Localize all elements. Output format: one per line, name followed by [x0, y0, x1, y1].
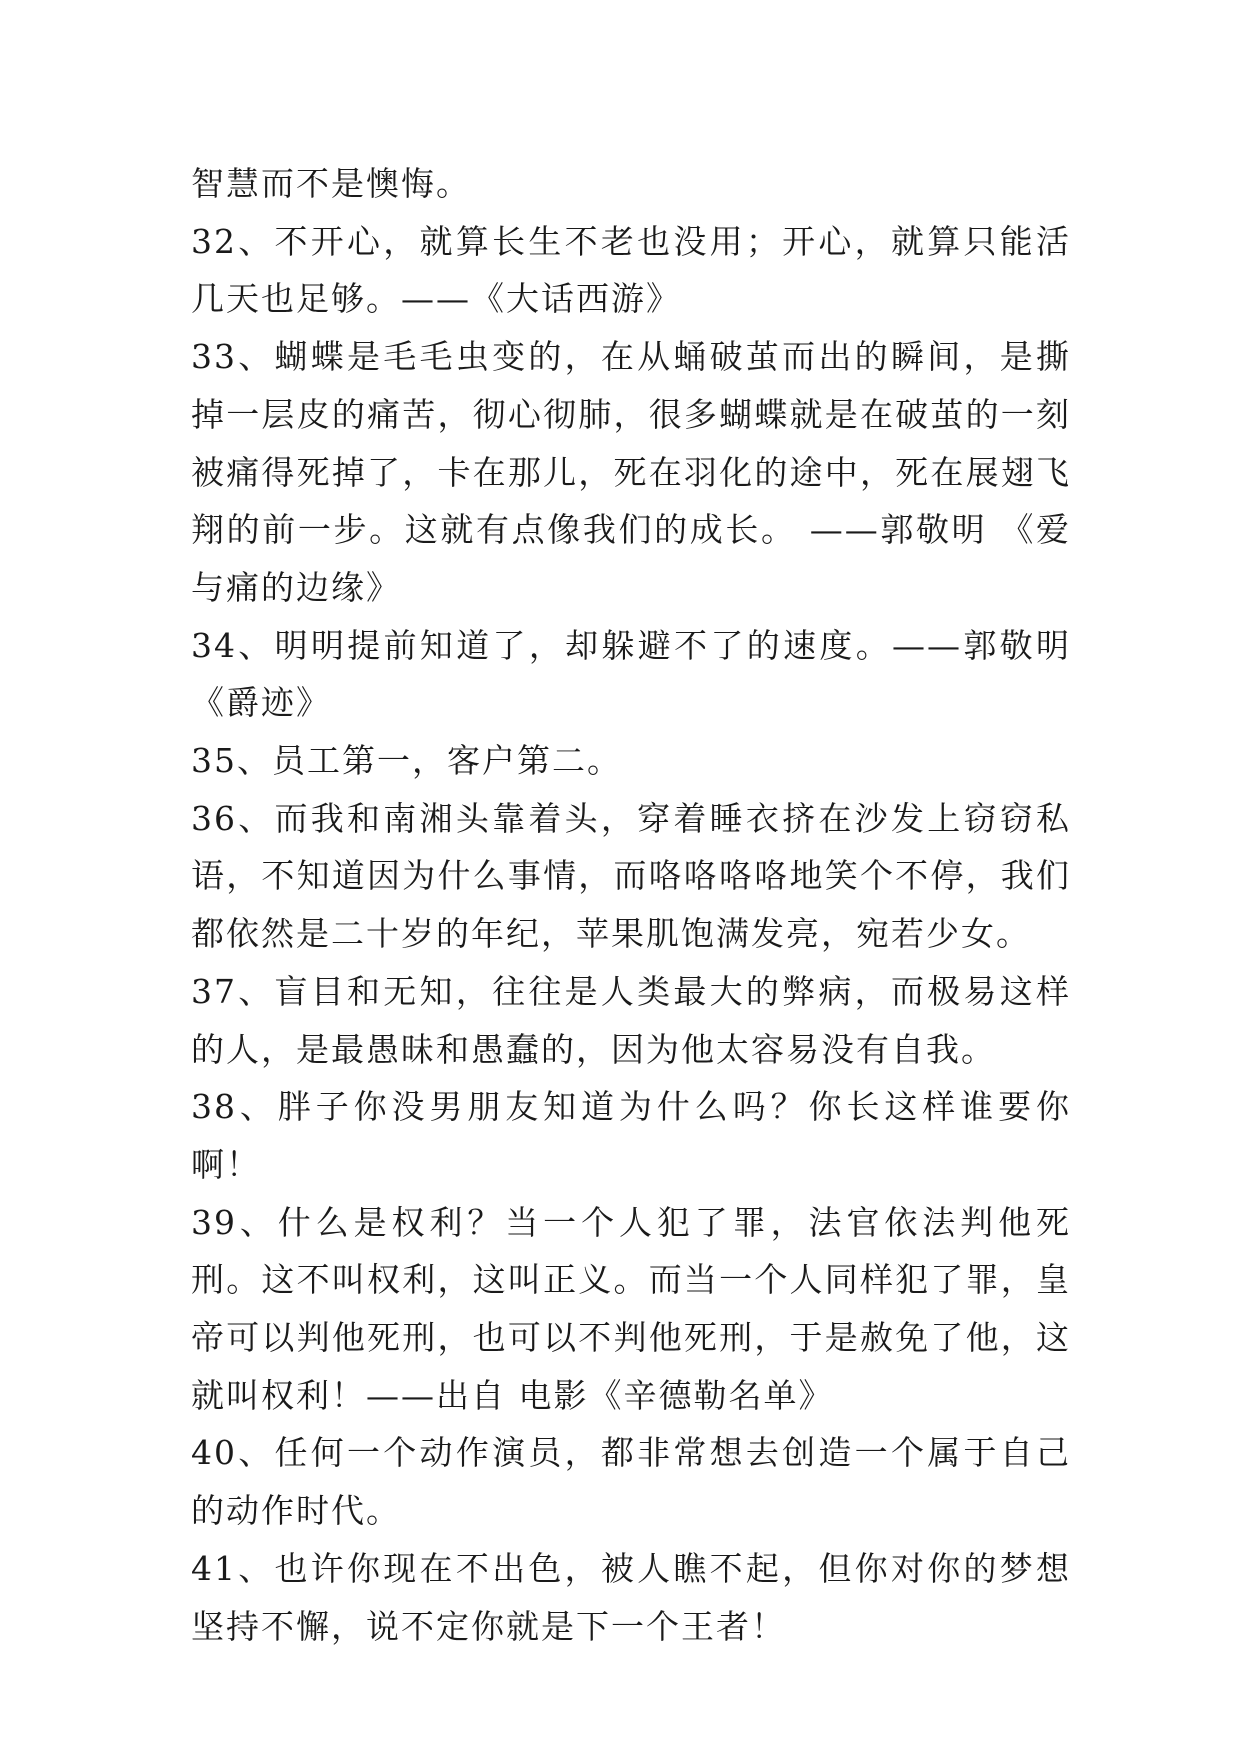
quote-34: 34、明明提前知道了，却躲避不了的速度。——郭敬明《爵迹》 — [191, 625, 1071, 723]
quote-33: 33、蝴蝶是毛毛虫变的，在从蛹破茧而出的瞬间，是撕掉一层皮的痛苦，彻心彻肺，很多蝴蝶就是在破茧的一刻被痛得死掉了，卡在那儿，死在羽化的途中，死在展翅飞翔的前一步。这就有点像我们的成长。 ——郭敬明 《爱与痛的边缘》 — [191, 337, 1071, 607]
quote-38: 38、胖子你没男朋友知道为什么吗？你长这样谁要你啊！ — [191, 1087, 1071, 1184]
quote-37: 37、盲目和无知，往往是人类最大的弊病，而极易这样的人，是最愚昧和愚蠢的，因为他太容易没有自我。 — [191, 971, 1071, 1069]
quote-32: 32、不开心，就算长生不老也没用；开心，就算只能活几天也足够。——《大话西游》 — [191, 221, 1071, 319]
quote-40: 40、任何一个动作演员，都非常想去创造一个属于自己的动作时代。 — [191, 1433, 1071, 1531]
quote-list — [191, 155, 1071, 1655]
quote-35: 35、员工第一，客户第二。 — [191, 741, 622, 781]
quote-41: 41、也许你现在不出色，被人瞧不起，但你对你的梦想坚持不懈，说不定你就是下一个王者！ — [191, 1548, 1071, 1646]
paragraph-continuation: 智慧而不是懊悔。 — [191, 164, 471, 203]
quote-36: 36、而我和南湘头靠着头，穿着睡衣挤在沙发上窃窃私语，不知道因为什么事情，而咯咯咯咯地笑个不停，我们都依然是二十岁的年纪，苹果肌饱满发亮，宛若少女。 — [191, 798, 1071, 954]
quote-39: 39、什么是权利？当一个人犯了罪，法官依法判他死刑。这不叫权利，这叫正义。而当一个人同样犯了罪，皇帝可以判他死刑，也可以不判他死刑，于是赦免了他，这就叫权利！——出自 电影《辛德勒名单》 — [191, 1202, 1071, 1415]
